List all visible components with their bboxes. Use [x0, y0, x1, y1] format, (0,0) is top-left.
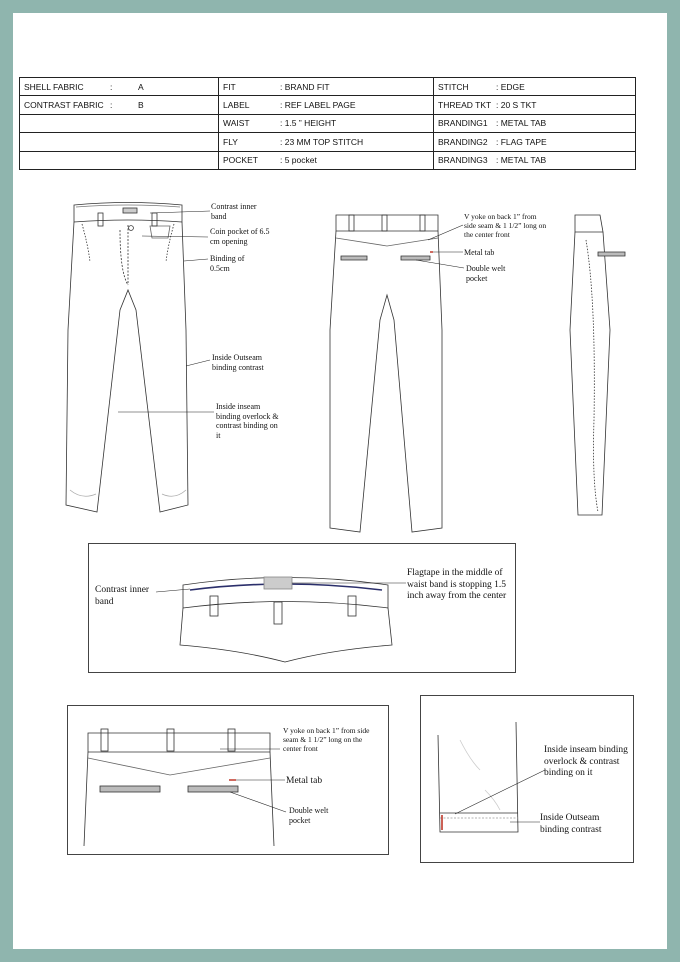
front-inside-inseam-note: Inside inseam binding overlock & contrast binding on it [216, 402, 279, 440]
spec-construction-label: FLY [223, 136, 238, 147]
back-detail-v-yoke-note: V yoke on back 1” from side seam & 1 1/2” long on the center front [283, 726, 370, 753]
waistband-flagtape-note: Flagtape in the middle of waist band is stopping 1.5 inch away from the center [407, 568, 507, 601]
front-coin-pocket-note: Coin pocket of 6.5 cm opening [210, 227, 270, 246]
spec-branding-label: THREAD TKT [438, 100, 492, 111]
back-detail-metal-tab-note: Metal tab [286, 776, 323, 786]
spec-branding-label: BRANDING1 [438, 118, 488, 129]
spec-construction-value: : 23 MM TOP STITCH [280, 136, 364, 147]
spec-construction-value: : 1.5 ” HEIGHT [280, 118, 337, 129]
spec-branding-value: : METAL TAB [496, 155, 547, 166]
front-binding-note: Binding of 0.5cm [210, 254, 245, 273]
spec-fabric-value: B [138, 100, 144, 111]
hem-inside-inseam-note: Inside inseam binding overlock & contrast binding on it [544, 745, 628, 778]
front-contrast-inner-band-note: Contrast inner band [211, 202, 257, 221]
spec-branding-value: : 20 S TKT [496, 100, 537, 111]
spec-construction-value: : 5 pocket [280, 155, 317, 166]
back-double-welt-note: Double welt pocket [466, 264, 506, 283]
spec-branding-value: : EDGE [496, 81, 525, 92]
spec-branding-label: BRANDING3 [438, 155, 488, 166]
hem-inside-outseam-note: Inside Outseam binding contrast [540, 813, 602, 835]
waistband-contrast-inner-band-note: Contrast inner band [95, 585, 150, 607]
spec-fabric-value: A [138, 81, 144, 92]
spec-fabric-separator: : [110, 100, 113, 111]
spec-fabric-label: CONTRAST FABRIC [24, 100, 104, 111]
spec-branding-value: : METAL TAB [496, 118, 547, 129]
spec-construction-value: : BRAND FIT [280, 81, 330, 92]
back-v-yoke-note: V yoke on back 1” from side seam & 1 1/2” long on the center front [464, 212, 547, 239]
spec-construction-value: : REF LABEL PAGE [280, 100, 356, 111]
spec-branding-label: STITCH [438, 81, 469, 92]
spec-fabric-separator: : [110, 81, 113, 92]
spec-construction-label: FIT [223, 81, 236, 92]
spec-construction-label: WAIST [223, 118, 250, 129]
back-detail-double-welt-note: Double welt pocket [289, 806, 329, 825]
spec-branding-value: : FLAG TAPE [496, 136, 547, 147]
front-inside-outseam-note: Inside Outseam binding contrast [212, 353, 264, 372]
back-metal-tab-note: Metal tab [464, 248, 495, 257]
spec-construction-label: POCKET [223, 155, 258, 166]
spec-construction-label: LABEL [223, 100, 250, 111]
spec-branding-label: BRANDING2 [438, 136, 488, 147]
spec-fabric-label: SHELL FABRIC [24, 81, 84, 92]
